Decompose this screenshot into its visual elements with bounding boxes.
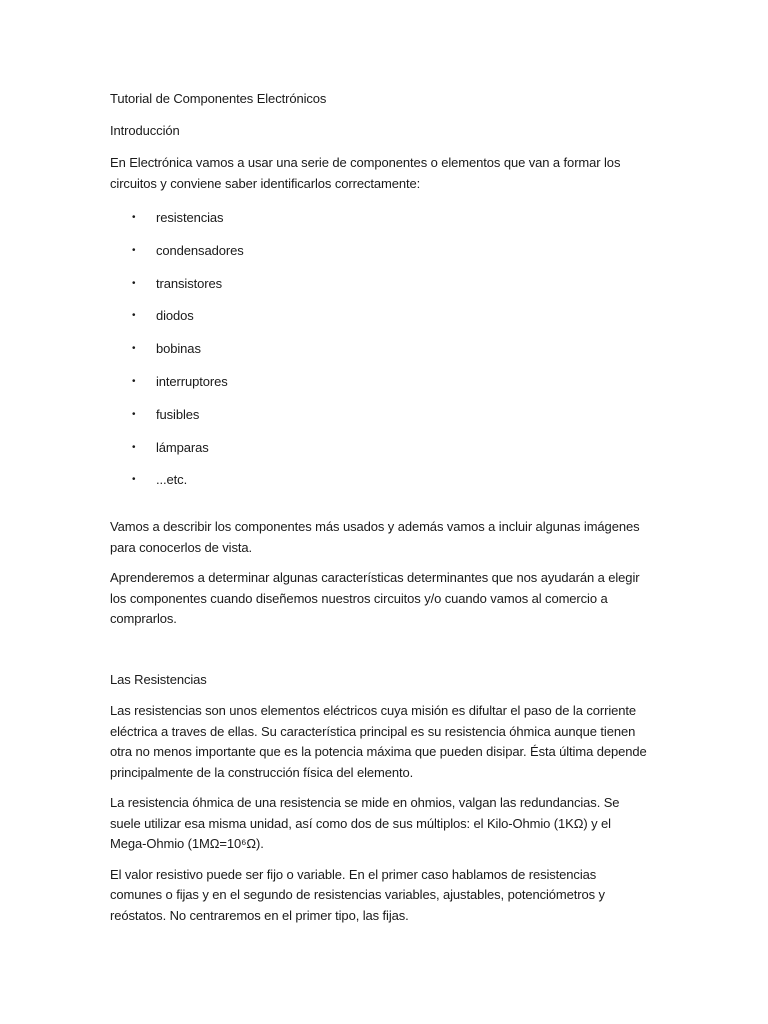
list-item-label: condensadores [156,242,244,258]
list-item [110,470,650,503]
list-item-label: transistores [156,275,222,291]
list-item [110,438,650,471]
bullet-icon: • [132,212,136,223]
resistencias-paragraph: Las resistencias son unos elementos eléctricos cuya misión es difultar el paso de la corriente eléctrica a traves de ellas. Su característica principal es su resistencia óhmica aunque tienen otra no menos importante que es la potencia máxima que pueden disipar. Ésta última depende principalmente de la construcción física del elemento. [110,703,647,780]
list-item [110,372,650,405]
intro-paragraph: En Electrónica vamos a usar una serie de componentes o elementos que van a formar los circuitos y conviene saber identificarlos correctamente: [110,155,621,191]
describe-paragraph: Vamos a describir los componentes más usados y además vamos a incluir algunas imágenes para conocerlos de vista. [110,519,640,555]
bullet-icon: • [132,408,136,420]
document-body [110,89,650,926]
document-title: Tutorial de Componentes Electrónicos [110,91,327,106]
list-item [110,306,650,339]
list-item-label: resistencias [156,210,224,225]
list-item-label: diodos [156,308,194,324]
component-list [110,208,650,503]
bullet-icon: • [132,375,136,387]
resistive-value-paragraph: El valor resistivo puede ser fijo o variable. En el primer caso hablamos de resistencias comunes o fijas y en el segundo de resistencias variables, ajustables, potenciómetros y reóstatos. No centraremos en el primer tipo, las fijas. [110,866,605,923]
list-item [110,339,650,372]
list-item [110,405,650,438]
list-item-label: ...etc. [156,472,188,488]
list-item-label: fusibles [156,406,200,422]
intro-heading: Introducción [110,122,180,138]
list-item-label: bobinas [156,341,201,357]
list-item [110,208,650,241]
resistencias-heading: Las Resistencias [110,671,207,687]
bullet-icon: • [132,343,136,355]
bullet-icon: • [132,277,136,289]
ohmic-resistance-paragraph: La resistencia óhmica de una resistencia se mide en ohmios, valgan las redundancias. Se suele utilizar esa misma unidad, así como dos de sus múltiplos: el Kilo-Ohmio (1KΩ) y el Mega-Ohmio (1MΩ=10⁶Ω). [110,795,620,852]
bullet-icon: • [132,244,136,256]
list-item [110,241,650,274]
list-item-label: interruptores [156,373,228,389]
bullet-icon: • [132,474,136,486]
list-item [110,274,650,307]
learn-paragraph: Aprenderemos a determinar algunas características determinantes que nos ayudarán a elegir los componentes cuando diseñemos nuestros circuitos y/o cuando vamos al comercio a comprarlos. [110,570,640,627]
list-item-label: lámparas [156,439,209,455]
bullet-icon: • [132,310,136,322]
bullet-icon: • [132,441,136,453]
